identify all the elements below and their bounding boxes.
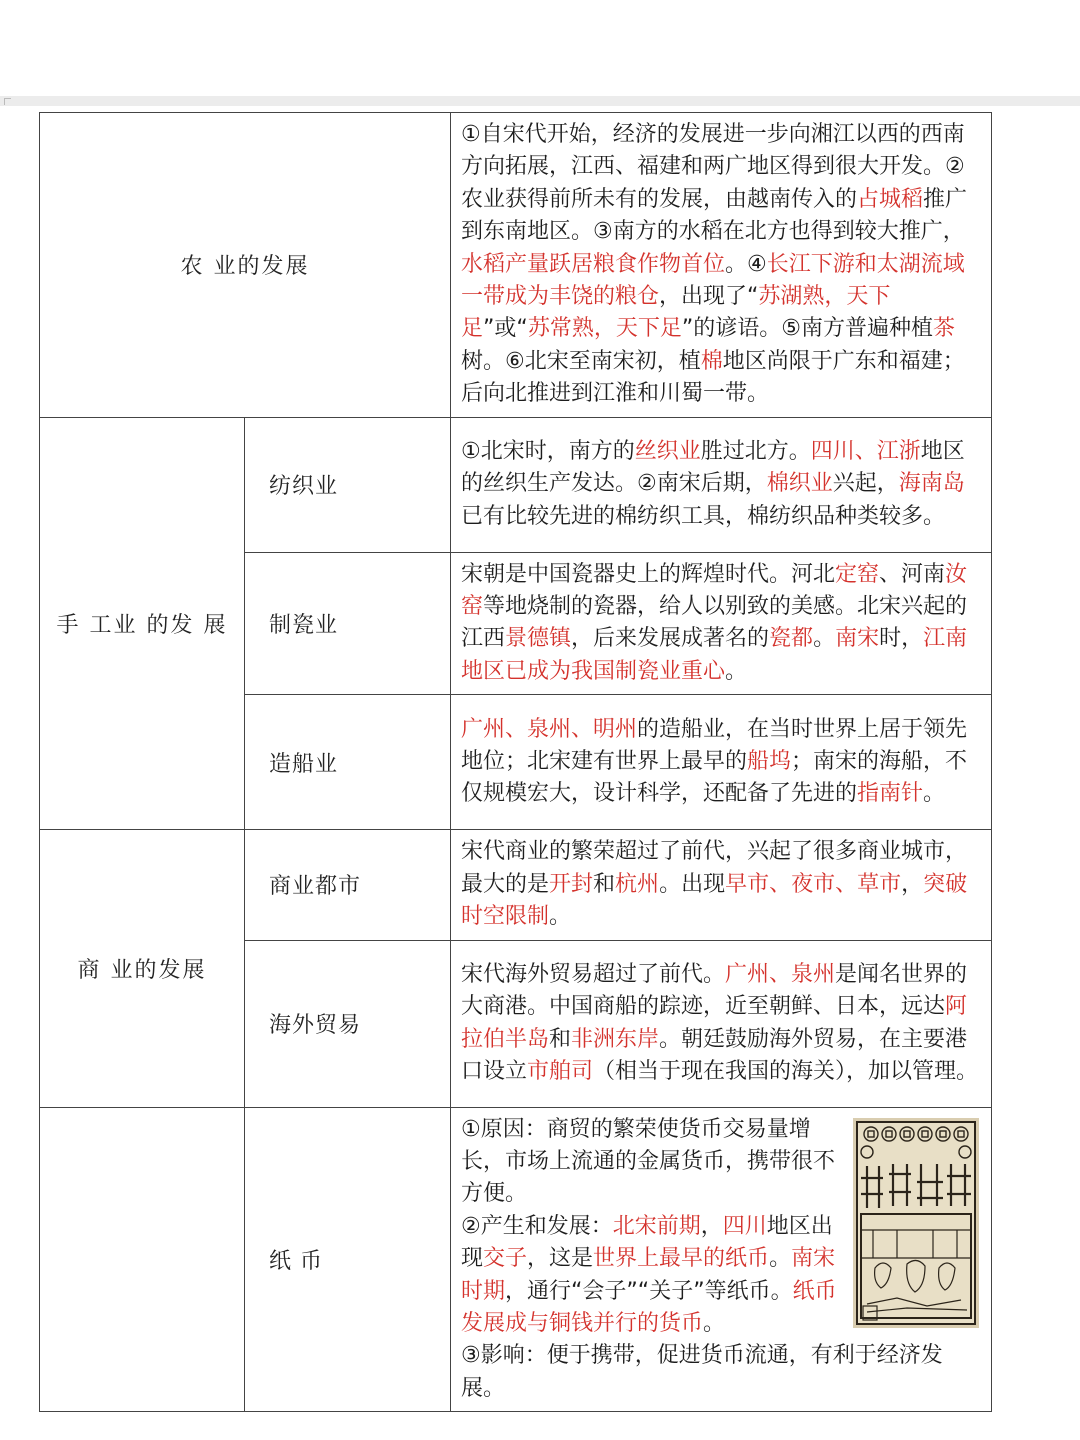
body-text: ，出现了“ — [659, 284, 759, 310]
body-text: ①原因：商贸的繁荣使货币交易量增长，市场上流通的金属货币，携带很不方便。 — [461, 1116, 836, 1207]
highlight-text: 船坞 — [747, 749, 792, 775]
body-text: ，这是 — [527, 1246, 594, 1272]
body-text: ③影响：便于携带，促进货币流通，有利于经济发展。 — [461, 1343, 943, 1401]
body-text: 、河南 — [879, 561, 946, 587]
body-text: ，通行“会子”“关子”等纸币。 — [505, 1278, 793, 1304]
highlight-text: 杭州 — [615, 871, 660, 897]
topic-currency-empty — [40, 1107, 245, 1412]
highlight-text: 汝窑 — [461, 561, 968, 620]
body-text: 地区出现 — [461, 1213, 833, 1272]
highlight-text: 四川 — [722, 1213, 767, 1239]
body-text: ；南宋的海船，不仅规模宏大，设计科学，还配备了先进的 — [461, 749, 968, 807]
highlight-text: 棉织业 — [766, 471, 833, 497]
highlight-text: 丝织业 — [634, 439, 701, 465]
content-trade — [451, 940, 992, 1107]
body-text: 宋代海外贸易超过了前代。 — [461, 961, 726, 987]
table-row — [40, 830, 992, 940]
highlight-text: 突破时空限制 — [461, 871, 968, 930]
body-text: 。朝廷鼓励海外贸易，在主要港口设立 — [461, 1026, 968, 1084]
top-band — [0, 96, 1080, 106]
highlight-text: 阿拉伯半岛 — [461, 994, 968, 1052]
body-text: ”的谚语。⑤南方普遍种植 — [681, 316, 933, 342]
content-paper-money — [451, 1107, 992, 1412]
body-text: 。 — [549, 904, 572, 930]
highlight-text: 景德镇 — [505, 626, 572, 652]
body-text: （相当于现在我国的海关），加以管理。 — [593, 1058, 979, 1084]
sub-cities: 商业都市 — [245, 830, 451, 940]
highlight-text: 纸币发展成与铜钱并行的货币 — [461, 1278, 837, 1336]
highlight-text: 北宋前期 — [612, 1213, 701, 1239]
highlight-text: 江南地区已成为我国制瓷业重心 — [461, 626, 968, 684]
body-text: 。 — [703, 1310, 726, 1336]
paper-money-impact — [461, 1340, 979, 1405]
body-text: 推广到东南地区。③南方的水稻在北方也得到较大推广， — [461, 186, 968, 245]
jiaozi-banknote-image — [853, 1118, 979, 1328]
body-text: 。④ — [725, 251, 767, 277]
sub-porcelain: 制瓷业 — [245, 552, 451, 695]
highlight-text: 茶 — [932, 316, 955, 342]
body-text: 和 — [593, 871, 616, 897]
highlight-text: 南宋时期 — [461, 1246, 836, 1304]
body-text: 宋朝是中国瓷器史上的辉煌时代。河北 — [461, 561, 836, 587]
highlight-text: 南宋 — [835, 626, 880, 652]
highlight-text: 指南针 — [857, 781, 924, 807]
content-agriculture — [451, 113, 992, 418]
topic-agriculture: 农 业的发展 — [40, 113, 451, 418]
highlight-text: 广州、泉州、明州 — [461, 716, 638, 742]
highlight-text: 海南岛 — [898, 471, 965, 497]
topic-commerce: 商 业的发展 — [40, 830, 245, 1107]
highlight-text: 长江下游和太湖流域一带成为丰饶的粮仓 — [461, 251, 965, 310]
highlight-text: 瓷都 — [769, 626, 814, 652]
body-text: 兴起， — [832, 471, 899, 497]
highlight-text: 市舶司 — [527, 1058, 594, 1084]
sub-trade: 海外贸易 — [245, 940, 451, 1107]
body-text: 胜过北方。 — [700, 439, 811, 465]
highlight-text: 早市、夜市、草市 — [725, 871, 902, 897]
body-text: ， — [700, 1213, 723, 1239]
highlight-text: 占城稻 — [857, 186, 924, 212]
body-text: 地区尚限于广东和福建；后向北推进到江淮和川蜀一带。 — [461, 348, 965, 407]
body-text: 树。⑥北宋至南宋初，植 — [461, 348, 701, 374]
highlight-text: 广州、泉州 — [725, 961, 836, 987]
highlight-text: 水稻产量跃居粮食作物首位 — [461, 251, 726, 277]
body-text: 和 — [549, 1026, 572, 1052]
highlight-text: 非洲东岸 — [571, 1026, 660, 1052]
body-text: 。 — [725, 658, 748, 684]
highlight-text: 四川、江浙 — [810, 439, 921, 465]
topic-handicraft: 手 工业 的发 展 — [40, 417, 245, 830]
sub-paper-money: 纸 币 — [245, 1107, 451, 1412]
body-text: 。 — [923, 781, 946, 807]
body-text: ， — [901, 871, 924, 897]
content-shipbuilding — [451, 695, 992, 830]
body-text: 。 — [769, 1246, 792, 1272]
body-text: ②产生和发展： — [461, 1213, 613, 1239]
highlight-text: 交子 — [483, 1246, 528, 1272]
body-text: 。出现 — [659, 871, 726, 897]
body-text: 等地烧制的瓷器，给人以别致的美感。北宋兴起的江西 — [461, 594, 968, 652]
highlight-text: 定窑 — [835, 561, 880, 587]
body-text: ，后来发展成著名的 — [571, 626, 770, 652]
content-textile — [451, 417, 992, 552]
highlight-text: 苏湖熟，天下足 — [461, 284, 891, 342]
body-text: ①自宋代开始，经济的发展进一步向湘江以西的西南方向拓展，江西、福建和两广地区得到很大开发。②农业获得前所未有的发展，由越南传入的 — [461, 122, 965, 212]
paper-money-wrap — [461, 1114, 979, 1341]
sub-textile: 纺织业 — [245, 417, 451, 552]
body-text: 宋代商业的繁荣超过了前代，兴起了很多商业城市，最大的是 — [461, 839, 968, 897]
highlight-text: 苏常熟，天下足 — [527, 316, 682, 342]
content-porcelain — [451, 552, 992, 695]
body-text: ①北宋时，南方的 — [461, 439, 635, 465]
highlight-text: 棉 — [700, 348, 723, 374]
body-text: 。 — [813, 626, 836, 652]
body-text: 已有比较先进的棉纺织工具，棉纺织品种类较多。 — [461, 503, 946, 529]
body-text: 的造船业，在当时世界上居于领先地位；北宋建有世界上最早的 — [461, 716, 968, 775]
table-row — [40, 417, 992, 552]
table-row — [40, 113, 992, 418]
body-text: 是闻名世界的大商港。中国商船的踪迹，近至朝鲜、日本，远达 — [461, 961, 968, 1020]
table-row — [40, 1107, 992, 1412]
history-notes-table — [39, 112, 992, 1412]
highlight-text: 世界上最早的纸币 — [593, 1246, 770, 1272]
body-text: 时， — [879, 626, 924, 652]
corner-mark — [4, 98, 11, 105]
content-cities — [451, 830, 992, 940]
body-text: ”或“ — [483, 316, 528, 342]
sub-shipbuilding: 造船业 — [245, 695, 451, 830]
body-text: 地区的丝织生产发达。②南宋后期， — [461, 439, 965, 497]
paper-money-text — [461, 1114, 845, 1341]
highlight-text: 开封 — [549, 871, 594, 897]
